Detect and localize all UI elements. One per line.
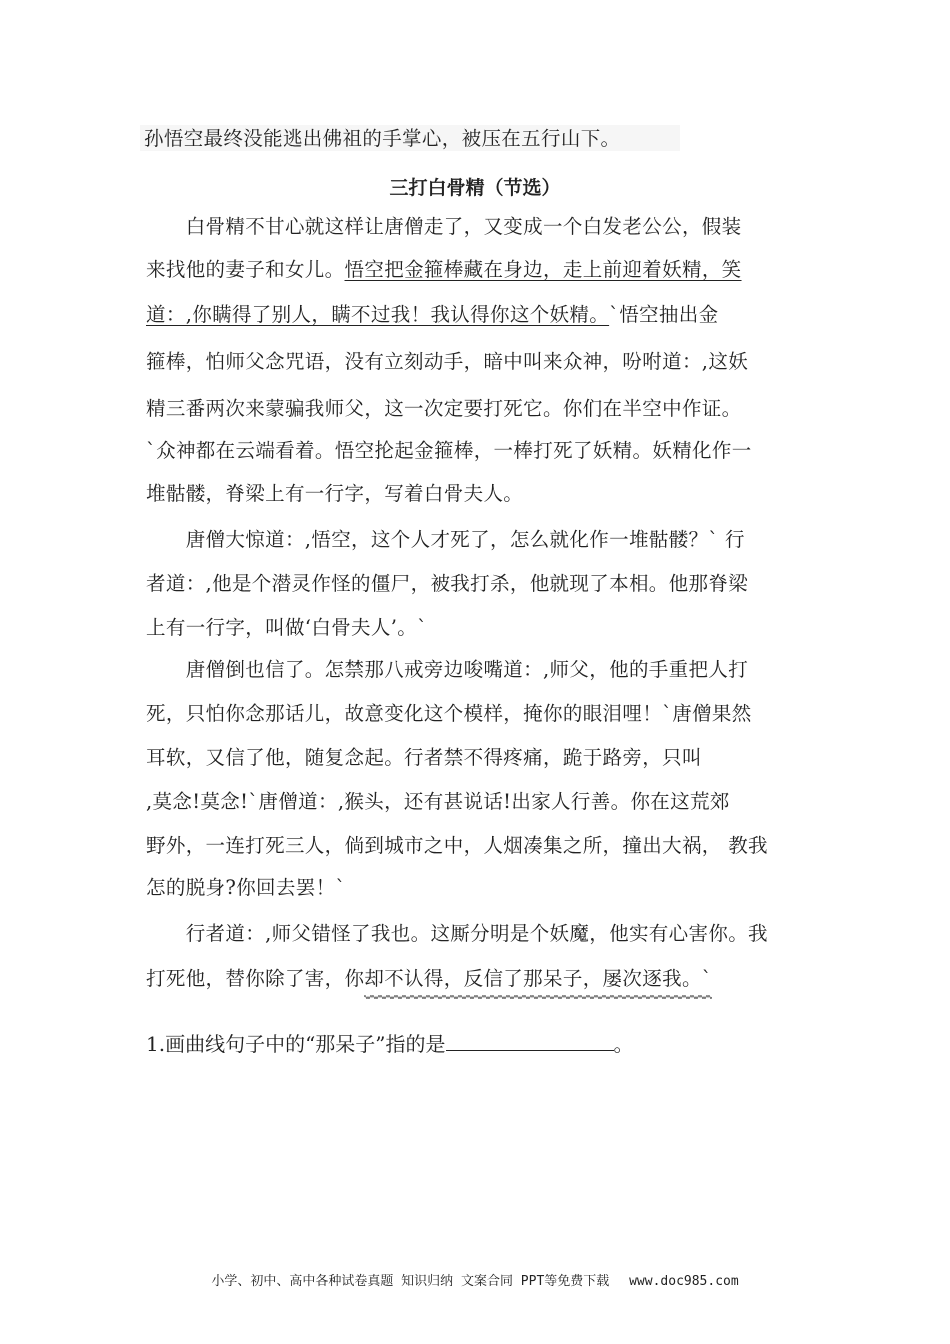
line-text: `悟空抽出金	[609, 303, 719, 326]
answer-blank[interactable]	[446, 1030, 614, 1051]
intro-line: 孙悟空最终没能逃出佛祖的手掌心，被压在五行山下。	[144, 127, 621, 150]
line-text: `众神都在云端看着。悟空抡起金箍棒，一棒打死了妖精。妖精化作一	[146, 439, 752, 462]
footer-url[interactable]: www.doc985.com	[629, 1274, 739, 1289]
line-text: 野外，一连打死三人，倘到城市之中，人烟凑集之所，撞出大祸， 教我	[146, 834, 768, 857]
line-text: 白骨精不甘心就这样让唐僧走了，又变成一个白发老公公，假装	[146, 215, 742, 238]
underlined-sentence: 道：,你瞒得了别人，瞒不过我！我认得你这个妖精。	[146, 303, 610, 326]
passage-line	[146, 746, 702, 770]
passage-line	[146, 215, 742, 239]
passage-line	[146, 876, 346, 900]
wavy-underline	[364, 994, 712, 1000]
passage-title: 三打白骨精（节选）	[389, 177, 561, 199]
passage-line	[146, 967, 712, 991]
question-suffix: 。	[613, 1032, 634, 1056]
passage-line	[146, 397, 742, 421]
passage-line	[146, 834, 768, 858]
line-text: 者道：,他是个潜灵作怪的僵尸，被我打杀，他就现了本相。他那脊梁	[146, 572, 749, 595]
line-text: ,莫念!莫念!`唐僧道：,猴头，还有甚说话!出家人行善。你在这荒郊	[146, 790, 730, 813]
underlined-sentence: 悟空把金箍棒藏在身边，走上前迎着妖精，笑	[344, 258, 742, 281]
line-text: 耳软，又信了他，随复念起。行者禁不得疼痛，跪于路旁，只叫	[146, 746, 702, 769]
question-1	[146, 1030, 634, 1057]
passage-line	[146, 922, 768, 946]
line-text: 打死他，替你除了害，你	[146, 967, 365, 990]
page-footer	[0, 1270, 950, 1289]
passage-line	[146, 258, 742, 282]
passage-line	[146, 790, 730, 814]
line-text: 来找他的妻子和女儿。	[146, 258, 345, 281]
passage-line	[146, 616, 427, 640]
wavy-underlined-sentence: 却不认得，反信了那呆子，屡次逐我。`	[364, 967, 712, 990]
passage-line	[146, 528, 745, 552]
line-text: 精三番两次来蒙骗我师父，这一次定要打死它。你们在半空中作证。	[146, 397, 742, 420]
line-text: 堆骷髅，脊梁上有一行字，写着白骨夫人。	[146, 482, 524, 505]
line-text: 唐僧倒也信了。怎禁那八戒旁边唆嘴道：,师父，他的手重把人打	[146, 658, 749, 681]
line-text: 唐僧大惊道：,悟空，这个人才死了，怎么就化作一堆骷髅？` 行	[146, 528, 745, 551]
passage-line	[146, 702, 752, 726]
passage-line	[146, 350, 748, 374]
line-text: 箍棒，怕师父念咒语，没有立刻动手，暗中叫来众神，吩咐道：,这妖	[146, 350, 749, 373]
line-text: 怎的脱身?你回去罢！`	[146, 876, 346, 899]
passage-line	[146, 572, 748, 596]
passage-line	[146, 482, 523, 506]
line-text: 上有一行字，叫做‘白骨夫人’。`	[146, 616, 428, 639]
passage-line	[146, 439, 752, 463]
passage-line	[146, 658, 748, 682]
line-text: 死，只怕你念那话儿，故意变化这个模样，掩你的眼泪哩！`唐僧果然	[146, 702, 752, 725]
passage-line	[146, 303, 718, 327]
line-text: 行者道：,师父错怪了我也。这厮分明是个妖魔，他实有心害你。我	[146, 922, 768, 945]
question-text: 1.画曲线句子中的“那呆子”指的是	[146, 1032, 446, 1056]
footer-text: 小学、初中、高中各种试卷真题 知识归纳 文案合同 PPT等免费下载	[211, 1274, 610, 1289]
